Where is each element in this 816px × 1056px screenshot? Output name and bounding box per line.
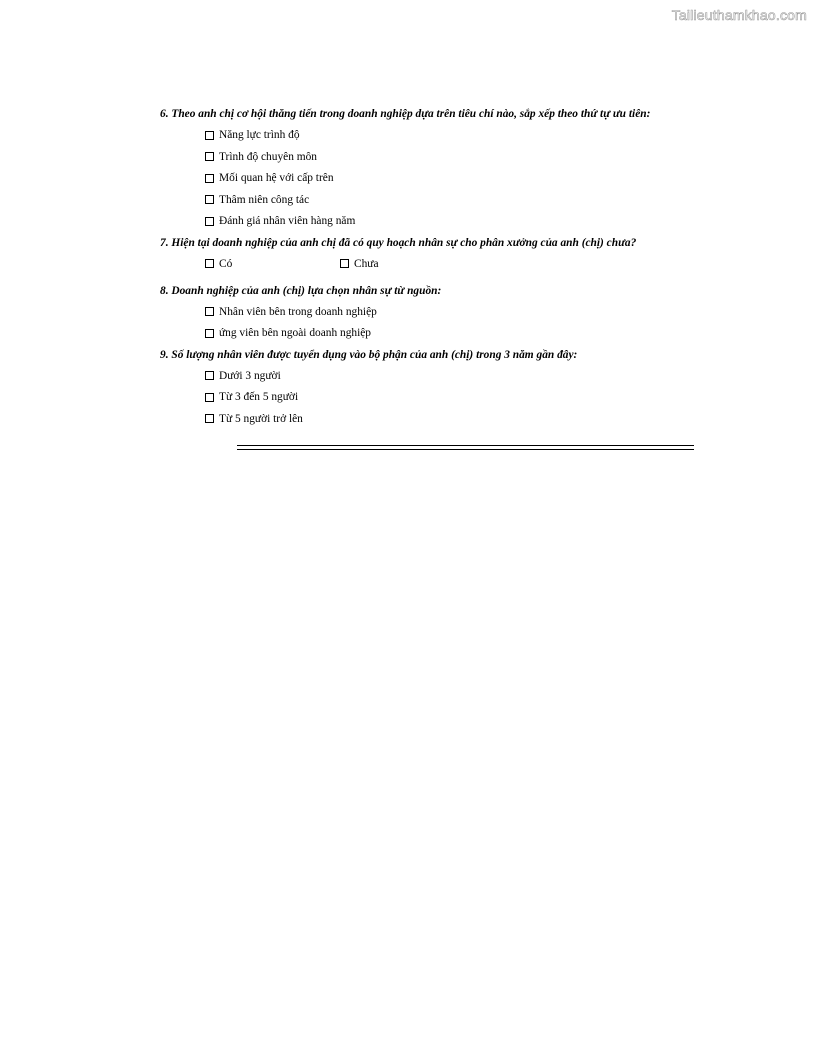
option-ben-ngoai[interactable] [205,325,720,341]
checkbox-icon[interactable] [205,131,214,140]
checkbox-icon[interactable] [205,195,214,204]
checkbox-icon[interactable] [205,371,214,380]
option-label: Trình độ chuyên môn [219,150,317,163]
option-tren-5[interactable] [205,411,720,427]
option-moi-quan-he[interactable] [205,170,720,186]
option-label: Đánh giá nhân viên hàng năm [219,215,356,228]
option-label: ứng viên bên ngoài doanh nghiệp [219,327,372,340]
option-label: Từ 3 đến 5 người [219,391,299,404]
question-7: 7. Hiện tại doanh nghiệp của anh chị đã có quy hoạch nhân sự cho phân xưởng của anh (chị) chưa? [160,236,637,249]
option-label: Nhân viên bên trong doanh nghiệp [219,305,377,318]
checkbox-icon[interactable] [205,307,214,316]
option-danh-gia[interactable] [205,213,720,229]
checkbox-icon[interactable] [205,174,214,183]
question-8-options [205,304,720,342]
option-label: Có [219,257,233,270]
option-label: Thâm niên công tác [219,193,310,206]
option-tham-nien[interactable] [205,192,720,208]
option-label: Mối quan hệ với cấp trên [219,172,334,185]
question-8: 8. Doanh nghiệp của anh (chị) lựa chọn nhân sự từ nguồn: [160,284,442,297]
option-label: Từ 5 người trở lên [219,412,303,425]
question-9-options [205,368,720,427]
rule-line-top [237,445,694,446]
double-rule-divider [237,445,694,450]
option-label: Dưới 3 người [219,369,281,382]
checkbox-icon[interactable] [205,152,214,161]
option-noi-bo[interactable] [205,304,720,320]
checkbox-icon[interactable] [205,259,214,268]
option-label: Năng lực trình độ [219,129,300,141]
option-chua[interactable] [340,256,475,272]
option-label: Chưa [354,257,379,270]
option-3-den-5[interactable] [205,389,720,405]
question-6: 6. Theo anh chị cơ hội thăng tiến trong doanh nghiệp dựa trên tiêu chí nào, sắp xếp theo thứ tự ưu tiên: [160,108,651,120]
question-6-options [205,127,720,229]
option-trinh-do-chuyen-mon[interactable] [205,149,720,165]
question-9: 9. Số lượng nhân viên được tuyển dụng vào bộ phận của anh (chị) trong 3 năm gần đây: [160,348,578,361]
option-nang-luc-trinh-do[interactable] [205,127,720,143]
questionnaire [160,106,720,433]
option-duoi-3[interactable] [205,368,720,384]
rule-line-bottom [237,449,694,450]
checkbox-icon[interactable] [205,217,214,226]
question-7-options [205,256,720,278]
watermark: Tailieuthamkhao.com [671,7,807,23]
checkbox-icon[interactable] [205,329,214,338]
checkbox-icon[interactable] [340,259,349,268]
checkbox-icon[interactable] [205,414,214,423]
option-co[interactable] [205,256,340,272]
checkbox-icon[interactable] [205,393,214,402]
